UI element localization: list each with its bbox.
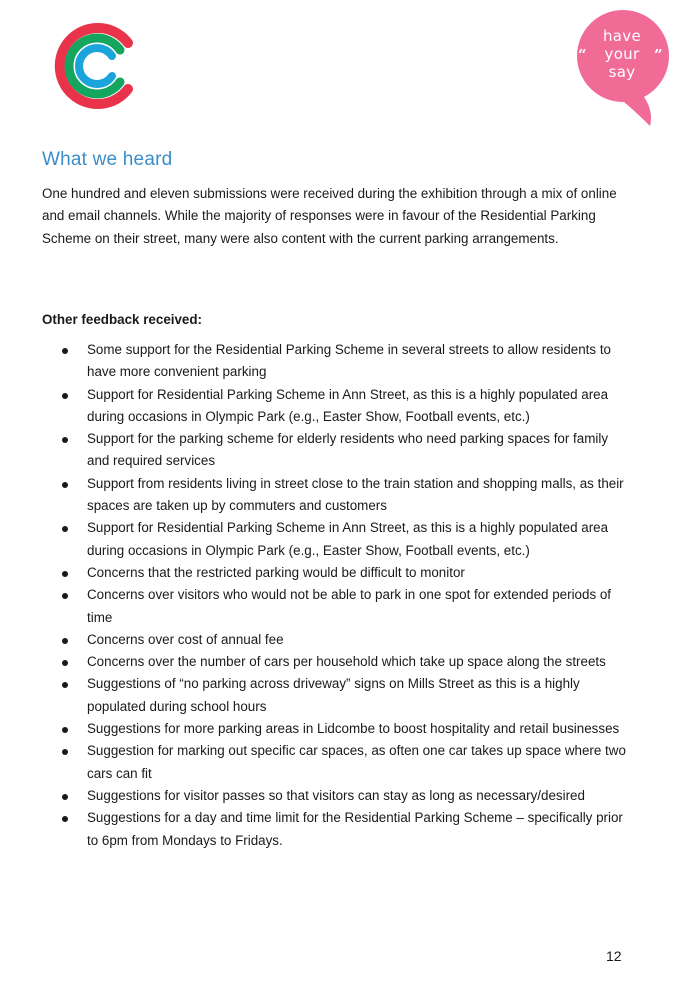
bullet-icon (62, 437, 68, 443)
bullet-icon (62, 794, 68, 800)
list-item-text: Concerns over visitors who would not be able to park in one spot for extended periods of time (87, 587, 612, 625)
council-c-logo (50, 18, 138, 114)
list-item (0, 673, 627, 718)
bullet-icon (62, 816, 68, 822)
list-item (0, 651, 627, 673)
list-item (0, 339, 627, 384)
bullet-icon (62, 348, 68, 354)
have-your-say-line3: say (608, 63, 636, 81)
list-item-text: Some support for the Residential Parking Scheme in several streets to allow residents to have more convenient parking (87, 342, 611, 380)
bullet-icon (62, 727, 68, 733)
section-title: What we heard (42, 149, 173, 170)
bullet-icon (62, 593, 68, 599)
bullet-icon (62, 571, 68, 577)
list-item-text: Concerns over the number of cars per household which take up space along the streets (87, 654, 606, 670)
list-item (0, 473, 627, 518)
list-item-text: Concerns that the restricted parking would be difficult to monitor (87, 564, 465, 580)
list-item-text: Suggestions for more parking areas in Lidcombe to boost hospitality and retail businesses (87, 721, 620, 737)
page-number: 12 (606, 948, 622, 964)
have-your-say-line1: have (602, 27, 641, 45)
close-quote-icon: ” (654, 46, 663, 64)
list-item (0, 584, 627, 629)
list-item-text: Suggestions of “no parking across driveway” signs on Mills Street as this is a highly populated during school hours (87, 676, 580, 714)
list-item (0, 428, 627, 473)
list-item-text: Concerns over cost of annual fee (87, 631, 284, 647)
bullet-icon (62, 482, 68, 488)
bullet-icon (62, 638, 68, 644)
open-quote-icon: “ (578, 46, 587, 64)
list-item-text: Support for Residential Parking Scheme in Ann Street, as this is a highly populated area during occasions in Olympic Park (e.g., Easter Show, Football events, etc.) (87, 386, 609, 424)
list-item (0, 718, 627, 740)
bullet-icon (62, 526, 68, 532)
list-item-text: Support for the parking scheme for elderly residents who need parking spaces for family and required services (87, 431, 609, 469)
feedback-list (0, 339, 682, 852)
list-item-text: Support for Residential Parking Scheme in Ann Street, as this is a highly populated area during occasions in Olympic Park (e.g., Easter Show, Football events, etc.) (87, 520, 609, 558)
list-item-text: Suggestions for visitor passes so that visitors can stay as long as necessary/desired (87, 787, 585, 803)
feedback-heading: Other feedback received: (42, 312, 203, 327)
bullet-icon (62, 749, 68, 755)
bullet-icon (62, 660, 68, 666)
bullet-icon (62, 682, 68, 688)
list-item (0, 517, 627, 562)
list-item (0, 629, 627, 651)
intro-paragraph: One hundred and eleven submissions were received during the exhibition through a mix of online and email channels. While the majority of responses were in favour of the Residential Parking Scheme on their street, many were also content with the current parking arrangements. (42, 186, 617, 246)
list-item (0, 807, 627, 852)
list-item (0, 785, 627, 807)
have-your-say-line2: your (604, 45, 640, 63)
list-item (0, 384, 627, 429)
list-item (0, 562, 627, 584)
list-item-text: Suggestions for a day and time limit for the Residential Parking Scheme – specifically prior to 6pm from Mondays to Fridays. (87, 810, 623, 848)
list-item-text: Support from residents living in street close to the train station and shopping malls, as their spaces are taken up by commuters and customers (87, 475, 624, 514)
list-item (0, 740, 627, 785)
list-item-text: Suggestion for marking out specific car spaces, as often one car takes up space where two cars can fit (87, 743, 626, 781)
bullet-icon (62, 393, 68, 399)
have-your-say-logo (572, 6, 672, 130)
